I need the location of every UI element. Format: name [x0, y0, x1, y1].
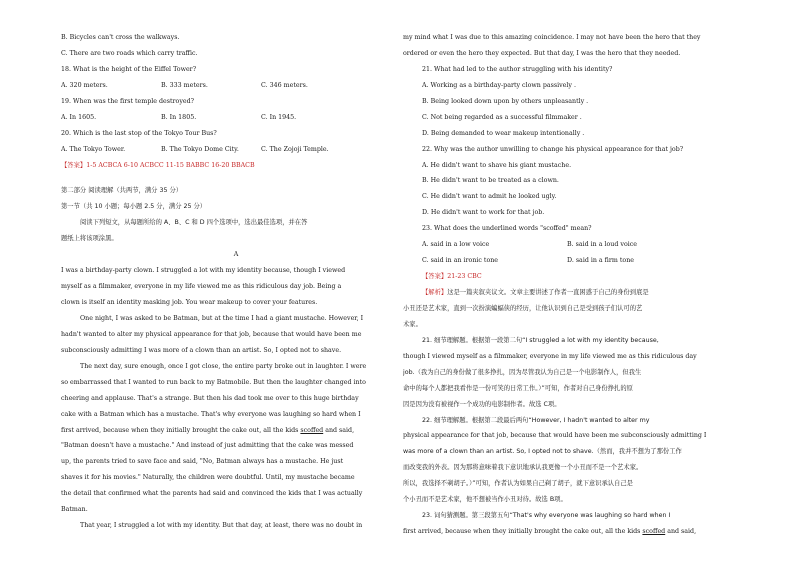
q22-option-d: D. He didn't want to work for that job. — [422, 209, 545, 217]
underlined-word-scoffed: scoffed — [300, 426, 324, 434]
passage-line: I was a birthday-party clown. I struggled a lot with my identity because, though I viewed — [61, 267, 346, 275]
q22-option-b: B. He didn't want to be treated as a clown. — [422, 177, 559, 185]
q19-option-c: C. In 1945. — [261, 113, 297, 121]
passage-continued-line: ordered or even the hero they expected. But that day, I was the hero that they needed. — [403, 49, 681, 57]
analysis-line: physical appearance for that job, because that would have been me subconsciously admitting I — [403, 432, 707, 440]
analysis-line: 所以，我选择不剃胡子。）”可知，作者认为如果自己剃了胡子，就下意识承认自己是 — [403, 480, 633, 488]
right-column — [403, 30, 753, 540]
q20-stem: 20. Which is the last stop of the Tokyo Tour Bus? — [61, 129, 217, 137]
analysis-text: 这是一篇夹叙夹议文。文章主要讲述了作者一直困惑于自己的身份到底是 — [447, 289, 649, 296]
analysis-line-scoffed — [403, 524, 753, 540]
analysis-line: job.（我为自己的身份做了很多挣扎，因为尽管我认为自己是一个电影制作人，但我生 — [403, 368, 642, 376]
analysis-line: 而改变我的外表。因为那将意味着我下意识地承认我更像一个小丑而不是一个艺术家。 — [403, 464, 643, 472]
analysis-line: 命中的每个人都把我看作是一份可笑的日常工作。）”可知，作者对自己身份挣扎的原 — [403, 384, 633, 392]
q19-options — [61, 110, 411, 126]
q23-option-a: A. said in a low voice — [422, 241, 490, 249]
answer-text: 21-23 CBC — [447, 273, 482, 281]
passage-line: cheering and applause. That's a strange. But then his dad took me over to this huge birthday — [61, 394, 359, 402]
passage-line-text: first arrived, because when they initially brought the cake out, all the kids — [61, 426, 301, 434]
section1-title: 第一节（共 10 小题；每小题 2.5 分，满分 25 分） — [61, 203, 207, 211]
passage-line-tail: and said, — [323, 426, 355, 434]
q19-option-b: B. In 1805. — [161, 113, 197, 121]
q22-stem: 22. Why was the author unwilling to change his physical appearance for that job? — [422, 145, 684, 153]
q19-option-a: A. In 1605. — [61, 113, 97, 121]
q19-stem: 19. When was the first temple destroyed? — [61, 97, 195, 105]
passage-line: so embarrassed that I wanted to run back to my Batmobile. But then the laughter changed into — [61, 378, 366, 386]
q17-option-c: C. There are two roads which carry traffic. — [61, 49, 198, 57]
passage-line: "Batman doesn't have a mustache." And instead of just admitting that the cake was messed — [61, 442, 354, 450]
passage-line: shaves it for his movies." Naturally, the children were doubtful. Until, my mustache became — [61, 474, 355, 482]
analysis-line-1 — [403, 285, 753, 301]
underlined-word-scoffed: scoffed — [642, 528, 666, 536]
analysis-line: 22. 细节理解题。根据第二段最后两句“However, I hadn't wanted to alter my — [422, 416, 650, 424]
passage-line: Batman. — [61, 506, 88, 514]
analysis-line-tail: and said, — [665, 528, 697, 536]
q18-option-a: A. 320 meters. — [61, 81, 108, 89]
passage-line: cake with a Batman which has a mustache. That's why everyone was laughing so hard when I — [61, 410, 361, 418]
q23-options-row-2 — [403, 253, 753, 269]
instruction-line-1: 阅读下列短文，从每题所给的 A、B、C 和 D 四个选项中，选出最佳选项，并在答 — [80, 219, 308, 227]
q21-stem: 21. What had led to the author struggling with his identity? — [422, 65, 613, 73]
q18-option-c: C. 346 meters. — [261, 81, 308, 89]
q20-option-a: A. The Tokyo Tower. — [61, 145, 126, 153]
left-column — [61, 30, 411, 534]
q21-option-b: B. Being looked down upon by others unpleasantly . — [422, 97, 589, 105]
q22-option-c: C. He didn't want to admit he looked ugly. — [422, 193, 557, 201]
answer-key-1-20 — [61, 158, 411, 174]
analysis-line: 21. 细节理解题。根据第一段第二句“I struggled a lot with my identity because, — [422, 336, 659, 344]
analysis-line: though I viewed myself as a filmmaker, everyone in my life viewed me as this ridiculous day — [403, 352, 697, 360]
q23-option-c: C. said in an ironic tone — [422, 257, 499, 265]
passage-continued-line: my mind what I was due to this amazing coincidence. I may not have been the hero that they — [403, 34, 701, 41]
q20-options — [61, 142, 411, 158]
analysis-line: 术家。 — [403, 320, 422, 328]
passage-line: One night, I was asked to be Batman, but at the time I had a giant mustache. However, I — [80, 314, 364, 322]
passage-line: That year, I struggled a lot with my identity. But that day, at least, there was no doubt in — [80, 522, 363, 530]
q23-stem: 23. What does the underlined words "scoffed" mean? — [422, 225, 592, 233]
q20-option-b: B. The Tokyo Dome City. — [161, 145, 239, 153]
analysis-tag: 【解析】 — [422, 289, 448, 296]
analysis-line: 因是因为没有被视作一个成功的电影制作者。故选 C项。 — [403, 400, 561, 408]
analysis-line: 23. 词句猜测题。第三段第五句“That's why everyone was laughing so hard when I — [422, 512, 671, 520]
analysis-line: 小丑还是艺术家，直到一次扮演蝙蝠侠的经历，让他认识到自己是受到孩子们认可的艺 — [403, 304, 643, 312]
passage-line-scoffed — [61, 423, 411, 439]
answer-tag: 【答案】 — [61, 161, 87, 169]
q18-stem: 18. What is the height of the Eiffel Tower? — [61, 65, 197, 73]
part2-title: 第二部分 阅读理解（共两节，满分 35 分） — [61, 187, 183, 195]
q23-option-d: D. said in a firm tone — [567, 257, 634, 265]
q18-option-b: B. 333 meters. — [161, 81, 208, 89]
q17-option-b: B. Bicycles can't cross the walkways. — [61, 34, 180, 41]
q21-option-a: A. Working as a birthday-party clown passively . — [422, 81, 576, 89]
q21-option-c: C. Not being regarded as a successful filmmaker . — [422, 113, 582, 121]
analysis-line: 个小丑而不是艺术家，他不想被当作小丑对待。故选 B项。 — [403, 496, 567, 504]
q23-options-row-1 — [403, 237, 753, 253]
answer-tag: 【答案】 — [422, 273, 448, 281]
analysis-line: was more of a clown than an artist. So, I opted not to shave.（然而，我并不想为了那份工作 — [403, 448, 682, 456]
instruction-line-2: 题纸上将该项涂黑。 — [61, 235, 118, 243]
passage-line: hadn't wanted to alter my physical appearance for that job, because that would have been me — [61, 330, 362, 338]
q22-option-a: A. He didn't want to shave his giant mustache. — [422, 161, 572, 169]
passage-line: subconsciously admitting I was more of a clown than an artist. So, I opted not to shave. — [61, 346, 342, 354]
passage-line: clown is itself an identity masking job. You wear makeup to cover your features. — [61, 299, 318, 306]
answer-key-21-23 — [403, 269, 753, 285]
passage-line: up, the parents tried to save face and said, "No, Batman always has a mustache. He just — [61, 458, 344, 466]
passage-line: myself as a filmmaker, everyone in my life viewed me as this ridiculous day job. Being a — [61, 283, 342, 291]
analysis-line-text: first arrived, because when they initially brought the cake out, all the kids — [403, 528, 643, 536]
q18-options — [61, 78, 411, 94]
passage-label: A — [233, 251, 239, 259]
passage-line: the detail that confirmed what the parents had said and convinced the kids that I was actually — [61, 490, 363, 498]
answer-text: 1-5 ACBCA 6-10 ACBCC 11-15 BABBC 16-20 BBACB — [86, 161, 255, 169]
q23-option-b: B. said in a loud voice — [567, 241, 637, 249]
passage-line: The next day, sure enough, once I got close, the entire party broke out in laughter. I were — [80, 362, 367, 370]
q21-option-d: D. Being demanded to wear makeup intentionally . — [422, 129, 585, 137]
q20-option-c: C. The Zojoji Temple. — [261, 145, 329, 153]
